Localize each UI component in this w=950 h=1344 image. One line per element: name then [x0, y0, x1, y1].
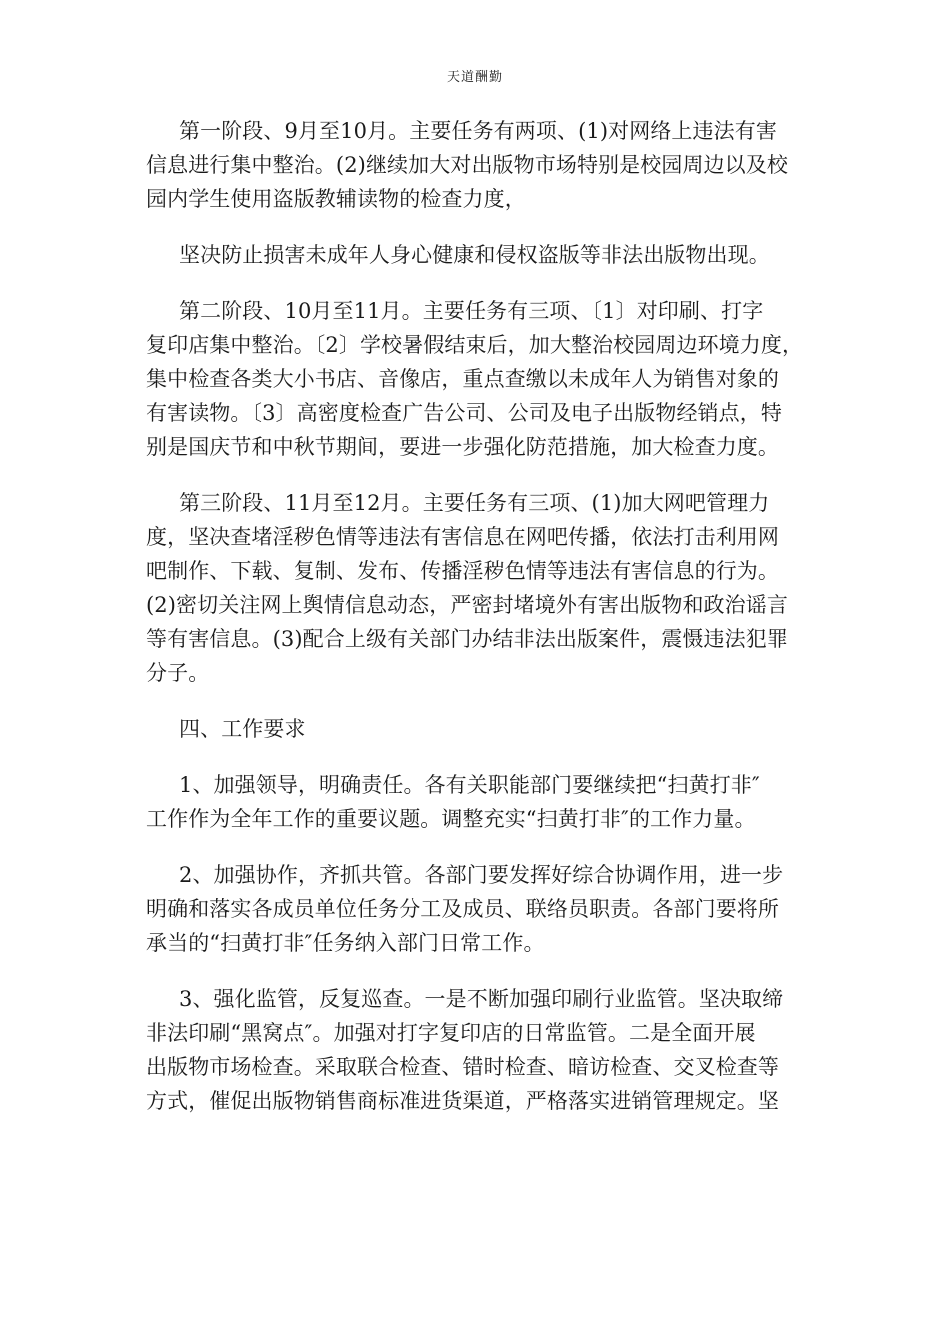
- text-line: 第三阶段、11月至12月。主要任务有三项、(1)加大网吧管理力: [179, 491, 770, 515]
- text-line: 别是国庆节和中秋节期间，要进一步强化防范措施，加大检查力度。: [146, 435, 779, 459]
- text-line: 工作作为全年工作的重要议题。调整充实“扫黄打非″的工作力量。: [146, 807, 756, 831]
- paragraph-requirement-1: [146, 768, 806, 836]
- text-line: 坚决防止损害未成年人身心健康和侵权盗版等非法出版物出现。: [179, 243, 770, 267]
- text-line: 度，坚决查堵淫秽色情等违法有害信息在网吧传播，依法打击利用网: [146, 525, 779, 549]
- text-line: 3、强化监管，反复巡查。一是不断加强印刷行业监管。坚决取缔: [179, 987, 784, 1011]
- text-line: 园内学生使用盗版教辅读物的检查力度，: [146, 187, 526, 211]
- text-line: 2、加强协作，齐抓共管。各部门要发挥好综合协调作用，进一步: [179, 863, 784, 887]
- paragraph-requirement-3: [146, 982, 806, 1118]
- section-heading-work-requirements: [146, 712, 806, 746]
- text-line: 复印店集中整治。〔2〕学校暑假结束后，加大整治校园周边环境力度，: [146, 333, 804, 357]
- paragraph-prevent: [146, 238, 806, 272]
- text-line: 承当的“扫黄打非″任务纳入部门日常工作。: [146, 931, 545, 955]
- text-line: 分子。: [146, 661, 210, 685]
- text-line: 明确和落实各成员单位任务分工及成员、联络员职责。各部门要将所: [146, 897, 779, 921]
- paragraph-requirement-2: [146, 858, 806, 960]
- text-line: 非法印刷“黑窝点″。加强对打字复印店的日常监管。二是全面开展: [146, 1021, 756, 1045]
- text-line: 信息进行集中整治。(2)继续加大对出版物市场特别是校园周边以及校: [146, 153, 788, 177]
- text-line: 第二阶段、10月至11月。主要任务有三项、〔1〕对印刷、打字: [179, 299, 764, 323]
- text-line: 出版物市场检查。采取联合检查、错时检查、暗访检查、交叉检查等: [146, 1055, 779, 1079]
- text-line: 等有害信息。(3)配合上级有关部门办结非法出版案件，震慑违法犯罪: [146, 627, 788, 651]
- text-line: 集中检查各类大小书店、音像店，重点查缴以未成年人为销售对象的: [146, 367, 779, 391]
- text-line: 1、加强领导，明确责任。各有关职能部门要继续把“扫黄打非″: [179, 773, 760, 797]
- document-body: [146, 114, 806, 1140]
- page-header: 天道酬勤: [446, 70, 503, 85]
- paragraph-stage-2: [146, 294, 806, 464]
- text-line: 四、工作要求: [179, 717, 306, 741]
- text-line: (2)密切关注网上舆情信息动态，严密封堵境外有害出版物和政治谣言: [146, 593, 788, 617]
- paragraph-stage-3: [146, 486, 806, 690]
- paragraph-stage-1: [146, 114, 806, 216]
- text-line: 第一阶段、9月至10月。主要任务有两项、(1)对网络上违法有害: [179, 119, 777, 143]
- text-line: 有害读物。〔3〕高密度检查广告公司、公司及电子出版物经销点，特: [146, 401, 782, 425]
- text-line: 吧制作、下载、复制、发布、传播淫秽色情等违法有害信息的行为。: [146, 559, 779, 583]
- text-line: 方式，催促出版物销售商标准进货渠道，严格落实进销管理规定。坚: [146, 1089, 779, 1113]
